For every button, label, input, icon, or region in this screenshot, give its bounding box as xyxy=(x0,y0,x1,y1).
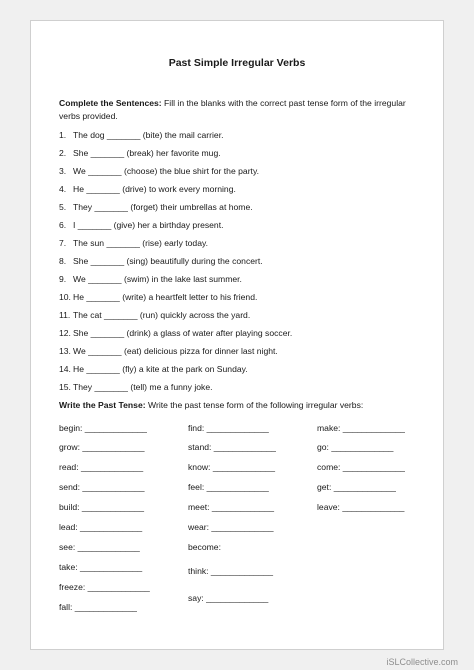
worksheet-page xyxy=(30,20,444,650)
sentence-text: He _______ (fly) a kite at the park on Sunday. xyxy=(73,364,248,374)
sentence-text: They _______ (tell) me a funny joke. xyxy=(73,382,213,392)
sentence-text: The cat _______ (run) quickly across the yard. xyxy=(73,310,251,320)
section1-heading: Complete the Sentences: xyxy=(59,98,162,108)
sentence-text: She _______ (drink) a glass of water after playing soccer. xyxy=(73,328,293,338)
sentence-text: The sun _______ (rise) early today. xyxy=(73,238,209,248)
sentence-number: 12. xyxy=(59,328,71,338)
verb-item: become: xyxy=(188,542,221,552)
sentence-number: 1. xyxy=(59,130,67,140)
verb-item: send: _____________ xyxy=(59,482,145,492)
verb-item: meet: _____________ xyxy=(188,502,275,512)
section2-heading: Write the Past Tense: xyxy=(59,400,146,410)
page-title: Past Simple Irregular Verbs xyxy=(168,57,306,69)
sentence-text: He _______ (write) a heartfelt letter to his friend. xyxy=(73,292,258,302)
verb-item: lead: _____________ xyxy=(59,522,143,532)
verb-item: wear: _____________ xyxy=(188,522,274,532)
verb-item: take: _____________ xyxy=(59,562,143,572)
verb-item: feel: _____________ xyxy=(188,482,269,492)
sentence-number: 7. xyxy=(59,238,67,248)
sentence-text: We _______ (eat) delicious pizza for dinner last night. xyxy=(73,346,278,356)
sentence-number: 13. xyxy=(59,346,71,356)
verb-grid xyxy=(31,21,443,649)
verb-item: think: _____________ xyxy=(188,566,274,576)
verb-item: know: _____________ xyxy=(188,462,275,472)
sentence-text: She _______ (break) her favorite mug. xyxy=(73,148,221,158)
sentence-number: 8. xyxy=(59,256,67,266)
sentence-number: 3. xyxy=(59,166,67,176)
watermark-text: iSLCollective.com xyxy=(386,657,458,667)
verb-item: go: _____________ xyxy=(317,442,394,452)
verb-item: fall: _____________ xyxy=(59,602,137,612)
sentence-text: We _______ (choose) the blue shirt for the party. xyxy=(73,166,259,176)
sentence-text: He _______ (drive) to work every morning. xyxy=(73,184,236,194)
verb-item: see: _____________ xyxy=(59,542,140,552)
sentence-text: The dog _______ (bite) the mail carrier. xyxy=(73,130,224,140)
sentence-number: 15. xyxy=(59,382,71,392)
sentence-text: I _______ (give) her a birthday present. xyxy=(73,220,224,230)
verb-item: get: _____________ xyxy=(317,482,396,492)
section1-instruction-text: Fill in the blanks with the correct past tense form of the irregular verbs provided. xyxy=(59,98,406,121)
sentence-text: We _______ (swim) in the lake last summer. xyxy=(73,274,242,284)
sentence-number: 2. xyxy=(59,148,67,158)
sentence-number: 5. xyxy=(59,202,67,212)
verb-item: come: _____________ xyxy=(317,462,405,472)
sentence-number: 6. xyxy=(59,220,67,230)
verb-item: make: _____________ xyxy=(317,423,405,433)
sentence-text: She _______ (sing) beautifully during the concert. xyxy=(73,256,263,266)
sentence-number: 4. xyxy=(59,184,67,194)
verb-item: stand: _____________ xyxy=(188,442,276,452)
verb-item: grow: _____________ xyxy=(59,442,145,452)
verb-item: read: _____________ xyxy=(59,462,144,472)
verb-item: build: _____________ xyxy=(59,502,145,512)
verb-item: freeze: _____________ xyxy=(59,582,150,592)
section2-instruction-text: Write the past tense form of the following irregular verbs: xyxy=(145,400,364,410)
sentence-number: 14. xyxy=(59,364,71,374)
sentence-number: 10. xyxy=(59,292,71,302)
verb-item: begin: _____________ xyxy=(59,423,147,433)
verb-item: leave: _____________ xyxy=(317,502,405,512)
sentence-number: 9. xyxy=(59,274,67,284)
sentence-text: They _______ (forget) their umbrellas at home. xyxy=(73,202,253,212)
sentence-number: 11. xyxy=(59,310,71,320)
verb-item: say: _____________ xyxy=(188,593,269,603)
verb-item: find: _____________ xyxy=(188,423,269,433)
